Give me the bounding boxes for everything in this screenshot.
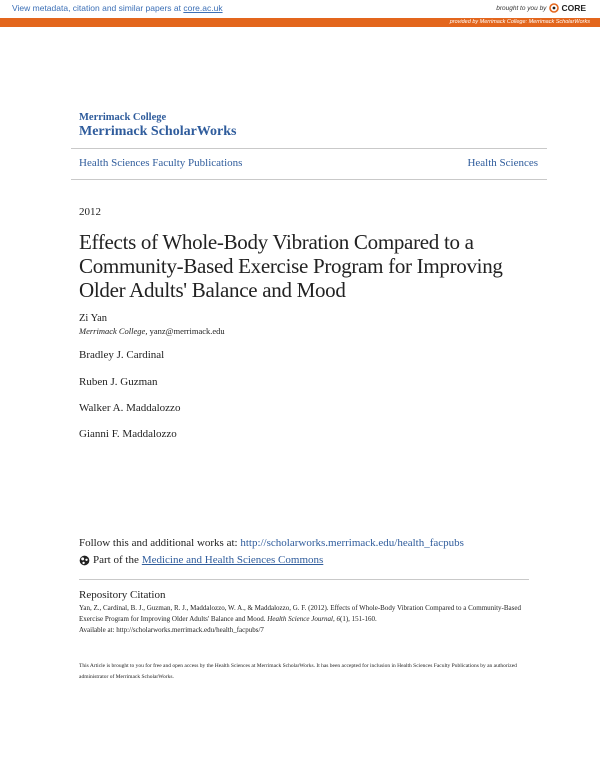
- citation-heading: Repository Citation: [79, 589, 166, 601]
- divider: [71, 148, 547, 149]
- core-brought-by: brought to you by CORE: [496, 3, 586, 13]
- repository-name[interactable]: Merrimack ScholarWorks: [79, 124, 237, 139]
- follow-url-link[interactable]: http://scholarworks.merrimack.edu/health_facpubs: [240, 537, 464, 549]
- author-name: Bradley J. Cardinal: [79, 349, 165, 361]
- author-name: Ruben J. Guzman: [79, 376, 158, 388]
- core-banner: [0, 0, 600, 18]
- institution-name: Merrimack College: [79, 112, 167, 123]
- follow-line: Follow this and additional works at: http://scholarworks.merrimack.edu/health_facpubs: [79, 537, 464, 549]
- network-icon: [79, 555, 90, 566]
- core-logo-icon: [549, 3, 559, 13]
- divider: [71, 179, 547, 180]
- author-affiliation: Merrimack College, yanz@merrimack.edu: [79, 326, 225, 336]
- core-metadata-link-text: View metadata, citation and similar papers at core.ac.uk: [12, 3, 223, 13]
- footer-note: This Article is brought to you for free and open access by the Health Sciences at Merrimack ScholarWorks. It has been accepted for inclusion in Health Sciences Faculty Publications by an authorized administrator of Merrimack ScholarWorks.: [79, 663, 517, 680]
- core-link[interactable]: core.ac.uk: [183, 3, 223, 13]
- divider: [79, 579, 529, 580]
- citation-available-url: Available at: http://scholarworks.merrimack.edu/health_facpubs/7: [79, 626, 264, 634]
- provided-by-text: provided by Merrimack College: Merrimack ScholarWorks: [449, 19, 590, 25]
- author-name: Gianni F. Maddalozzo: [79, 428, 177, 440]
- paper-title: Effects of Whole-Body Vibration Compared to a Community-Based Exercise Program for Improving Older Adults' Balance and Mood: [79, 230, 503, 302]
- author-name: Zi Yan: [79, 313, 108, 324]
- part-of-line: Part of the Medicine and Health Sciences Commons: [79, 554, 323, 566]
- collection-link[interactable]: Health Sciences Faculty Publications: [79, 157, 243, 169]
- provided-by-bar: [0, 18, 600, 27]
- publication-year: 2012: [79, 206, 101, 218]
- author-name: Walker A. Maddalozzo: [79, 402, 181, 414]
- citation-text: Yan, Z., Cardinal, B. J., Guzman, R. J., Maddalozzo, W. A., & Maddalozzo, G. F. (2012). Effects of Whole-Body Vibration Compared to a Community-Based Exercise Program for Improving Older Adults' Balance and Mood. Health Science Journal, 6(1), 151-160. Available at: http://scholarworks.merrimack.edu/health_facpubs/7: [79, 604, 521, 634]
- core-logo[interactable]: CORE: [549, 3, 586, 13]
- commons-link[interactable]: Medicine and Health Sciences Commons: [141, 554, 324, 566]
- department-link[interactable]: Health Sciences: [467, 157, 538, 169]
